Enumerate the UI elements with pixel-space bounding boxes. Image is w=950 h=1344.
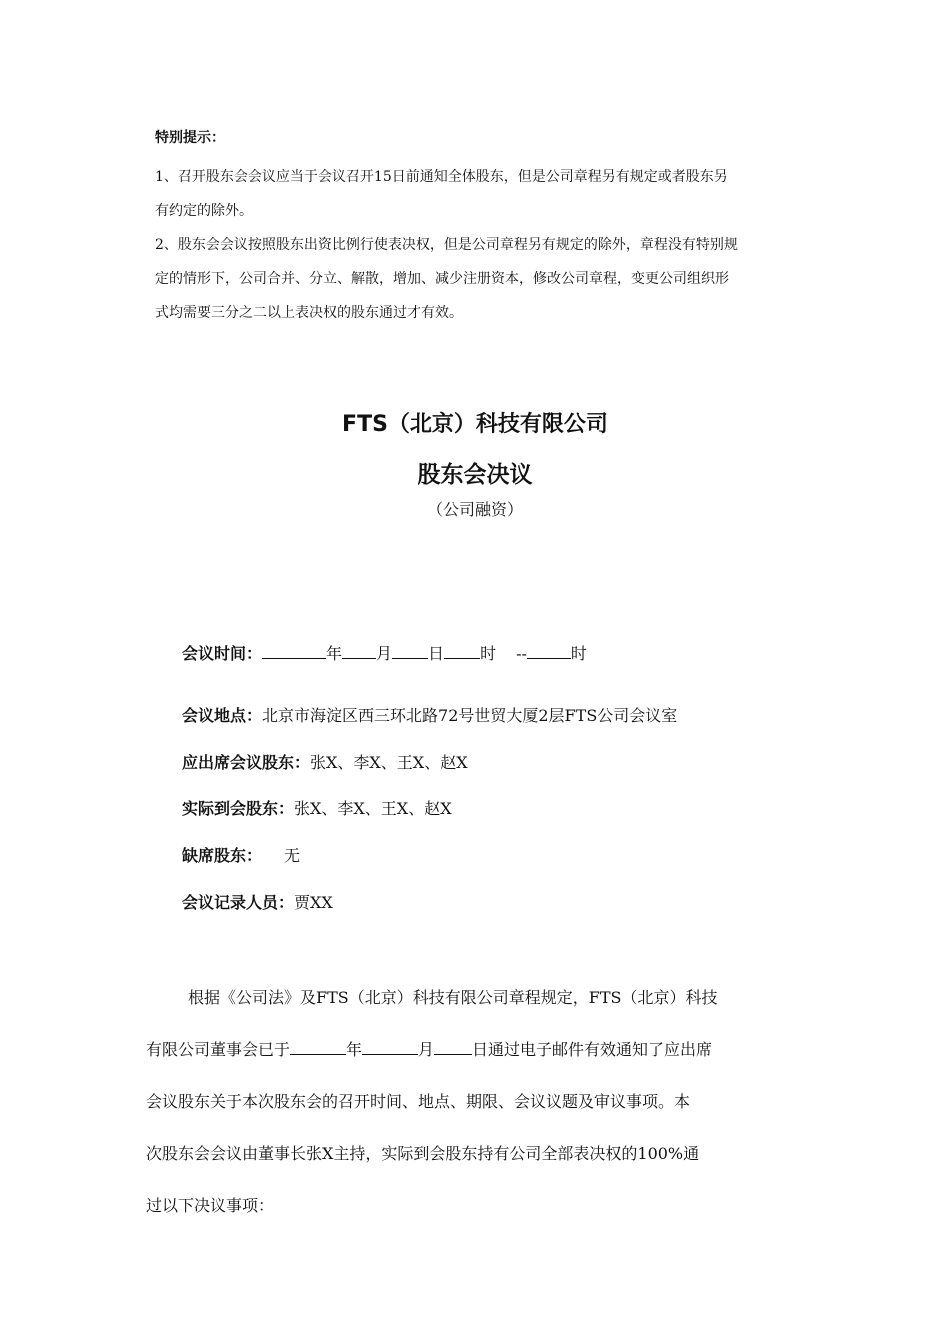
meeting-time-label: 会议时间： [182,644,263,663]
expected-shareholders-label: 应出席会议股东： [182,753,311,772]
preamble-line-3: 会议股东关于本次股东会的召开时间、地点、期限、会议议题及审议事项。本 [146,1092,691,1111]
absent-shareholders-value: 无 [284,846,301,865]
document-title: 股东会决议 [417,462,533,488]
notice-item-1-line-2: 有约定的除外。 [155,203,253,219]
end-hour-unit: 时 [570,644,587,663]
preamble-line-1 [146,981,810,1015]
resolution-preamble [146,981,810,1223]
year-blank [262,640,326,659]
notice-day-blank [434,1036,472,1055]
start-hour-unit: 时 [480,644,497,663]
month-blank [342,640,376,659]
preamble-line-1-text: 根据《公司法》及FTS（北京）科技有限公司章程规定，FTS（北京）科技 [188,988,718,1007]
end-hour-blank [527,640,571,659]
actual-shareholders-value: 张X、李X、王X、赵X [294,799,452,818]
absent-shareholders-row [182,843,300,869]
notice-item-2-line-1: 2、股东会会议按照股东出资比例行使表决权，但是公司章程另有规定的除外，章程没有特别规 [155,237,738,253]
time-separator: -- [516,644,527,663]
meeting-location-label: 会议地点： [182,706,263,725]
expected-shareholders-row [182,750,468,776]
month-unit: 月 [376,644,393,663]
notice-year-unit: 年 [346,1040,363,1059]
preamble-line-2-start: 有限公司董事会已于 [146,1040,291,1059]
notice-item-1-line-1: 1、召开股东会会议应当于会议召开15日前通知全体股东，但是公司章程另有规定或者股东另 [155,169,728,185]
absent-shareholders-label: 缺席股东： [182,846,263,865]
actual-shareholders-label: 实际到会股东： [182,799,295,818]
preamble-line-4: 次股东会会议由董事长张X主持，实际到会股东持有公司全部表决权的100%通 [146,1144,700,1163]
expected-shareholders-value: 张X、李X、王X、赵X [310,753,468,772]
meeting-location-value: 北京市海淀区西三环北路72号世贸大厦2层FTS公司会议室 [262,706,678,725]
special-notice [155,128,835,330]
title-block [0,405,950,523]
day-blank [392,640,428,659]
notice-item-2-line-3: 式均需要三分之二以上表决权的股东通过才有效。 [155,305,463,321]
notice-item-2-line-2: 定的情形下，公司合并、分立、解散，增加、减少注册资本，修改公司章程，变更公司组织形 [155,271,729,287]
day-unit: 日 [428,644,445,663]
meeting-location-row [182,703,677,729]
company-name: FTS（北京）科技有限公司 [342,412,608,437]
preamble-line-5: 过以下决议事项： [146,1196,275,1215]
recorder-label: 会议记录人员： [182,893,295,912]
notice-heading: 特别提示： [155,130,225,146]
preamble-line-2 [146,1033,810,1067]
actual-shareholders-row [182,796,452,822]
notice-month-unit: 月 [418,1040,435,1059]
notice-month-blank [362,1036,418,1055]
start-hour-blank [444,640,480,659]
recorder-value: 贾XX [294,893,333,912]
meeting-time-row [182,640,587,667]
recorder-row [182,890,333,916]
notice-year-blank [290,1036,346,1055]
preamble-line-2-end: 日通过电子邮件有效通知了应出席 [472,1040,713,1059]
document-subtitle: （公司融资） [426,500,523,519]
year-unit: 年 [326,644,343,663]
